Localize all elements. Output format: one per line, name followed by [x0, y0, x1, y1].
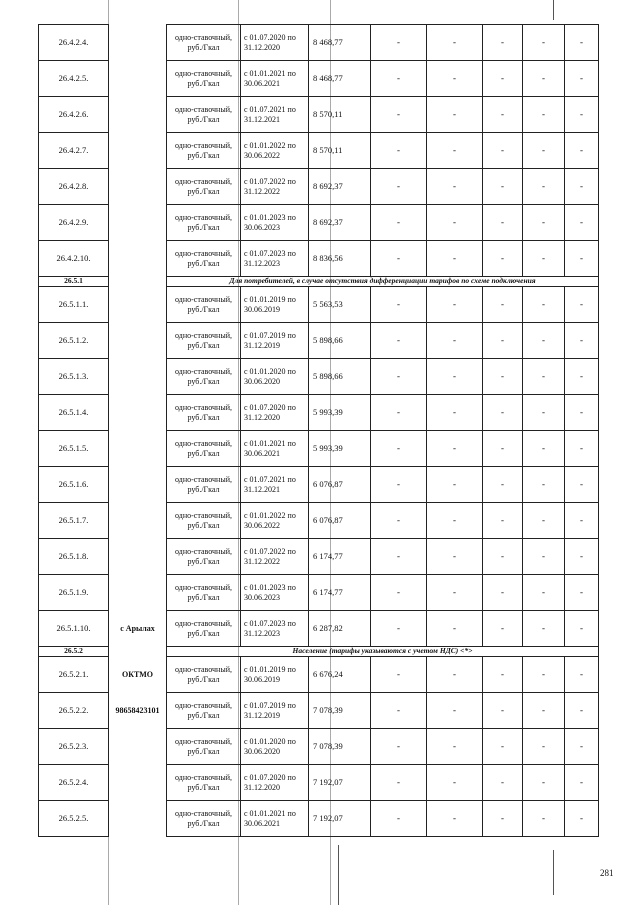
- side-cell: [109, 169, 167, 205]
- rate-label: одно-ставочный, руб./Гкал: [167, 611, 241, 647]
- rate-label: одно-ставочный, руб./Гкал: [167, 61, 241, 97]
- dash-cell: -: [371, 97, 427, 133]
- row-code: 26.5.1.2.: [39, 323, 109, 359]
- dash-cell: -: [427, 431, 483, 467]
- dash-cell: -: [427, 287, 483, 323]
- value-cell: 7 192,07: [309, 801, 371, 837]
- dash-cell: -: [523, 97, 565, 133]
- table-row: [39, 575, 599, 611]
- dash-cell: -: [371, 169, 427, 205]
- dash-cell: -: [483, 431, 523, 467]
- dash-cell: -: [565, 169, 599, 205]
- dash-cell: -: [371, 241, 427, 277]
- period-cell: с 01.01.2020 по 30.06.2020: [241, 359, 309, 395]
- dash-cell: -: [427, 241, 483, 277]
- section-row: [39, 647, 599, 657]
- period-cell: с 01.01.2021 по 30.06.2021: [241, 801, 309, 837]
- row-code: 26.5.2.1.: [39, 657, 109, 693]
- value-cell: 6 174,77: [309, 575, 371, 611]
- dash-cell: -: [371, 539, 427, 575]
- value-cell: 5 993,39: [309, 395, 371, 431]
- value-cell: 8 570,11: [309, 133, 371, 169]
- side-cell: [109, 25, 167, 61]
- table-row: [39, 503, 599, 539]
- rate-label: одно-ставочный, руб./Гкал: [167, 765, 241, 801]
- period-cell: с 01.01.2021 по 30.06.2021: [241, 61, 309, 97]
- dash-cell: -: [483, 503, 523, 539]
- dash-cell: -: [523, 729, 565, 765]
- side-cell: [109, 801, 167, 837]
- rate-label: одно-ставочный, руб./Гкал: [167, 97, 241, 133]
- table-row: [39, 61, 599, 97]
- rate-label: одно-ставочный, руб./Гкал: [167, 801, 241, 837]
- dash-cell: -: [371, 25, 427, 61]
- table-row: [39, 611, 599, 647]
- side-cell: [109, 395, 167, 431]
- row-code: 26.5.1.4.: [39, 395, 109, 431]
- side-cell: 98658423101: [109, 693, 167, 729]
- period-cell: с 01.01.2023 по 30.06.2023: [241, 575, 309, 611]
- value-cell: 5 563,53: [309, 287, 371, 323]
- value-cell: 8 570,11: [309, 97, 371, 133]
- dash-cell: -: [523, 133, 565, 169]
- row-code: 26.4.2.4.: [39, 25, 109, 61]
- dash-cell: -: [371, 575, 427, 611]
- period-cell: с 01.07.2023 по 31.12.2023: [241, 611, 309, 647]
- side-cell: [109, 287, 167, 323]
- dash-cell: -: [483, 801, 523, 837]
- dash-cell: -: [483, 765, 523, 801]
- table-row: [39, 287, 599, 323]
- dash-cell: -: [523, 503, 565, 539]
- dash-cell: -: [523, 693, 565, 729]
- dash-cell: -: [565, 25, 599, 61]
- dash-cell: -: [371, 359, 427, 395]
- dash-cell: -: [371, 467, 427, 503]
- rate-label: одно-ставочный, руб./Гкал: [167, 575, 241, 611]
- dash-cell: -: [427, 395, 483, 431]
- period-cell: с 01.01.2022 по 30.06.2022: [241, 503, 309, 539]
- row-code: 26.4.2.8.: [39, 169, 109, 205]
- dash-cell: -: [483, 169, 523, 205]
- dash-cell: -: [565, 395, 599, 431]
- section-title: Для потребителей, в случае отсутствия дифференциации тарифов по схеме подключения: [167, 277, 599, 287]
- side-cell: [109, 539, 167, 575]
- value-cell: 7 078,39: [309, 729, 371, 765]
- dash-cell: -: [483, 693, 523, 729]
- row-code: 26.4.2.10.: [39, 241, 109, 277]
- dash-cell: -: [523, 25, 565, 61]
- dash-cell: -: [523, 611, 565, 647]
- section-code: 26.5.2: [39, 647, 109, 657]
- side-cell: [109, 467, 167, 503]
- period-cell: с 01.01.2019 по 30.06.2019: [241, 287, 309, 323]
- dash-cell: -: [523, 323, 565, 359]
- side-cell: с Арылах: [109, 611, 167, 647]
- dash-cell: -: [565, 287, 599, 323]
- dash-cell: -: [483, 657, 523, 693]
- row-code: 26.5.1.5.: [39, 431, 109, 467]
- dash-cell: -: [483, 575, 523, 611]
- dash-cell: -: [565, 97, 599, 133]
- row-code: 26.5.2.2.: [39, 693, 109, 729]
- table-row: [39, 205, 599, 241]
- page-number: 281: [600, 868, 614, 878]
- dash-cell: -: [565, 765, 599, 801]
- dash-cell: -: [371, 657, 427, 693]
- dash-cell: -: [565, 575, 599, 611]
- dash-cell: -: [565, 657, 599, 693]
- dash-cell: -: [565, 693, 599, 729]
- side-cell: [109, 765, 167, 801]
- rate-label: одно-ставочный, руб./Гкал: [167, 25, 241, 61]
- period-cell: с 01.07.2022 по 31.12.2022: [241, 539, 309, 575]
- row-code: 26.5.1.10.: [39, 611, 109, 647]
- rate-label: одно-ставочный, руб./Гкал: [167, 693, 241, 729]
- dash-cell: -: [565, 611, 599, 647]
- period-cell: с 01.07.2022 по 31.12.2022: [241, 169, 309, 205]
- period-cell: с 01.01.2020 по 30.06.2020: [241, 729, 309, 765]
- period-cell: с 01.01.2022 по 30.06.2022: [241, 133, 309, 169]
- value-cell: 5 898,66: [309, 359, 371, 395]
- table-row: [39, 693, 599, 729]
- dash-cell: -: [427, 169, 483, 205]
- dash-cell: -: [427, 611, 483, 647]
- dash-cell: -: [371, 431, 427, 467]
- table-row: [39, 133, 599, 169]
- table-row: [39, 395, 599, 431]
- period-cell: с 01.07.2021 по 31.12.2021: [241, 467, 309, 503]
- row-code: 26.5.1.8.: [39, 539, 109, 575]
- dash-cell: -: [371, 395, 427, 431]
- period-cell: с 01.01.2021 по 30.06.2021: [241, 431, 309, 467]
- rate-label: одно-ставочный, руб./Гкал: [167, 287, 241, 323]
- dash-cell: -: [523, 287, 565, 323]
- side-cell: [109, 241, 167, 277]
- period-cell: с 01.07.2020 по 31.12.2020: [241, 765, 309, 801]
- side-cell: [109, 647, 167, 657]
- period-cell: с 01.07.2021 по 31.12.2021: [241, 97, 309, 133]
- section-title: Население (тарифы указываются с учетом НДС) <*>: [167, 647, 599, 657]
- dash-cell: -: [523, 359, 565, 395]
- dash-cell: -: [483, 241, 523, 277]
- side-cell: [109, 359, 167, 395]
- row-code: 26.5.2.5.: [39, 801, 109, 837]
- dash-cell: -: [523, 431, 565, 467]
- rate-label: одно-ставочный, руб./Гкал: [167, 169, 241, 205]
- table-row: [39, 169, 599, 205]
- table-row: [39, 467, 599, 503]
- dash-cell: -: [427, 133, 483, 169]
- dash-cell: -: [483, 539, 523, 575]
- value-cell: 8 836,56: [309, 241, 371, 277]
- dash-cell: -: [523, 575, 565, 611]
- dash-cell: -: [565, 241, 599, 277]
- section-row: [39, 277, 599, 287]
- dash-cell: -: [483, 359, 523, 395]
- dash-cell: -: [427, 575, 483, 611]
- period-cell: с 01.07.2019 по 31.12.2019: [241, 693, 309, 729]
- dash-cell: -: [371, 611, 427, 647]
- dash-cell: -: [565, 801, 599, 837]
- value-cell: 7 078,39: [309, 693, 371, 729]
- dash-cell: -: [427, 539, 483, 575]
- table-row: [39, 729, 599, 765]
- dash-cell: -: [523, 801, 565, 837]
- scan-line: [553, 850, 554, 895]
- rate-label: одно-ставочный, руб./Гкал: [167, 503, 241, 539]
- dash-cell: -: [427, 729, 483, 765]
- side-cell: [109, 729, 167, 765]
- period-cell: с 01.07.2020 по 31.12.2020: [241, 395, 309, 431]
- dash-cell: -: [371, 503, 427, 539]
- row-code: 26.5.1.6.: [39, 467, 109, 503]
- dash-cell: -: [427, 765, 483, 801]
- side-cell: [109, 277, 167, 287]
- dash-cell: -: [427, 205, 483, 241]
- tariff-table: [38, 24, 599, 837]
- table-row: [39, 359, 599, 395]
- dash-cell: -: [523, 169, 565, 205]
- table-row: [39, 25, 599, 61]
- rate-label: одно-ставочный, руб./Гкал: [167, 205, 241, 241]
- side-cell: [109, 575, 167, 611]
- dash-cell: -: [523, 241, 565, 277]
- dash-cell: -: [427, 693, 483, 729]
- row-code: 26.4.2.5.: [39, 61, 109, 97]
- period-cell: с 01.01.2019 по 30.06.2019: [241, 657, 309, 693]
- dash-cell: -: [371, 323, 427, 359]
- value-cell: 6 076,87: [309, 503, 371, 539]
- rate-label: одно-ставочный, руб./Гкал: [167, 395, 241, 431]
- table-row: [39, 241, 599, 277]
- dash-cell: -: [565, 359, 599, 395]
- value-cell: 5 993,39: [309, 431, 371, 467]
- dash-cell: -: [523, 539, 565, 575]
- period-cell: с 01.01.2023 по 30.06.2023: [241, 205, 309, 241]
- period-cell: с 01.07.2020 по 31.12.2020: [241, 25, 309, 61]
- dash-cell: -: [483, 61, 523, 97]
- rate-label: одно-ставочный, руб./Гкал: [167, 323, 241, 359]
- dash-cell: -: [483, 287, 523, 323]
- dash-cell: -: [371, 693, 427, 729]
- dash-cell: -: [565, 539, 599, 575]
- dash-cell: -: [483, 97, 523, 133]
- side-cell: [109, 97, 167, 133]
- value-cell: 8 468,77: [309, 61, 371, 97]
- scan-line: [553, 0, 554, 20]
- dash-cell: -: [483, 611, 523, 647]
- dash-cell: -: [523, 61, 565, 97]
- row-code: 26.4.2.6.: [39, 97, 109, 133]
- dash-cell: -: [565, 729, 599, 765]
- value-cell: 8 468,77: [309, 25, 371, 61]
- rate-label: одно-ставочный, руб./Гкал: [167, 241, 241, 277]
- side-cell: [109, 205, 167, 241]
- dash-cell: -: [483, 25, 523, 61]
- dash-cell: -: [371, 765, 427, 801]
- dash-cell: -: [565, 61, 599, 97]
- period-cell: с 01.07.2023 по 31.12.2023: [241, 241, 309, 277]
- dash-cell: -: [427, 657, 483, 693]
- dash-cell: -: [483, 323, 523, 359]
- rate-label: одно-ставочный, руб./Гкал: [167, 431, 241, 467]
- row-code: 26.5.1.1.: [39, 287, 109, 323]
- side-cell: [109, 431, 167, 467]
- table-row: [39, 765, 599, 801]
- row-code: 26.5.2.4.: [39, 765, 109, 801]
- dash-cell: -: [483, 395, 523, 431]
- dash-cell: -: [565, 503, 599, 539]
- dash-cell: -: [371, 61, 427, 97]
- dash-cell: -: [427, 323, 483, 359]
- table-row: [39, 657, 599, 693]
- side-cell: ОКТМО: [109, 657, 167, 693]
- dash-cell: -: [565, 431, 599, 467]
- dash-cell: -: [427, 25, 483, 61]
- table-row: [39, 801, 599, 837]
- side-cell: [109, 61, 167, 97]
- dash-cell: -: [523, 395, 565, 431]
- value-cell: 6 287,82: [309, 611, 371, 647]
- dash-cell: -: [523, 765, 565, 801]
- dash-cell: -: [483, 133, 523, 169]
- dash-cell: -: [427, 503, 483, 539]
- dash-cell: -: [427, 97, 483, 133]
- rate-label: одно-ставочный, руб./Гкал: [167, 657, 241, 693]
- dash-cell: -: [427, 801, 483, 837]
- row-code: 26.4.2.7.: [39, 133, 109, 169]
- dash-cell: -: [565, 133, 599, 169]
- dash-cell: -: [427, 61, 483, 97]
- dash-cell: -: [523, 205, 565, 241]
- side-cell: [109, 323, 167, 359]
- rate-label: одно-ставочный, руб./Гкал: [167, 359, 241, 395]
- rate-label: одно-ставочный, руб./Гкал: [167, 133, 241, 169]
- value-cell: 7 192,07: [309, 765, 371, 801]
- value-cell: 6 676,24: [309, 657, 371, 693]
- value-cell: 8 692,37: [309, 205, 371, 241]
- table-row: [39, 539, 599, 575]
- rate-label: одно-ставочный, руб./Гкал: [167, 467, 241, 503]
- dash-cell: -: [371, 801, 427, 837]
- row-code: 26.5.2.3.: [39, 729, 109, 765]
- dash-cell: -: [565, 467, 599, 503]
- table-row: [39, 431, 599, 467]
- value-cell: 6 174,77: [309, 539, 371, 575]
- dash-cell: -: [371, 729, 427, 765]
- value-cell: 5 898,66: [309, 323, 371, 359]
- table-row: [39, 323, 599, 359]
- row-code: 26.5.1.9.: [39, 575, 109, 611]
- section-code: 26.5.1: [39, 277, 109, 287]
- dash-cell: -: [483, 467, 523, 503]
- rate-label: одно-ставочный, руб./Гкал: [167, 729, 241, 765]
- dash-cell: -: [371, 133, 427, 169]
- dash-cell: -: [371, 205, 427, 241]
- dash-cell: -: [523, 657, 565, 693]
- table-row: [39, 97, 599, 133]
- dash-cell: -: [483, 205, 523, 241]
- scan-line: [338, 845, 339, 905]
- dash-cell: -: [565, 323, 599, 359]
- dash-cell: -: [371, 287, 427, 323]
- row-code: 26.4.2.9.: [39, 205, 109, 241]
- dash-cell: -: [523, 467, 565, 503]
- dash-cell: -: [565, 205, 599, 241]
- side-cell: [109, 133, 167, 169]
- dash-cell: -: [427, 359, 483, 395]
- dash-cell: -: [483, 729, 523, 765]
- value-cell: 6 076,87: [309, 467, 371, 503]
- period-cell: с 01.07.2019 по 31.12.2019: [241, 323, 309, 359]
- row-code: 26.5.1.3.: [39, 359, 109, 395]
- side-cell: [109, 503, 167, 539]
- row-code: 26.5.1.7.: [39, 503, 109, 539]
- value-cell: 8 692,37: [309, 169, 371, 205]
- dash-cell: -: [427, 467, 483, 503]
- rate-label: одно-ставочный, руб./Гкал: [167, 539, 241, 575]
